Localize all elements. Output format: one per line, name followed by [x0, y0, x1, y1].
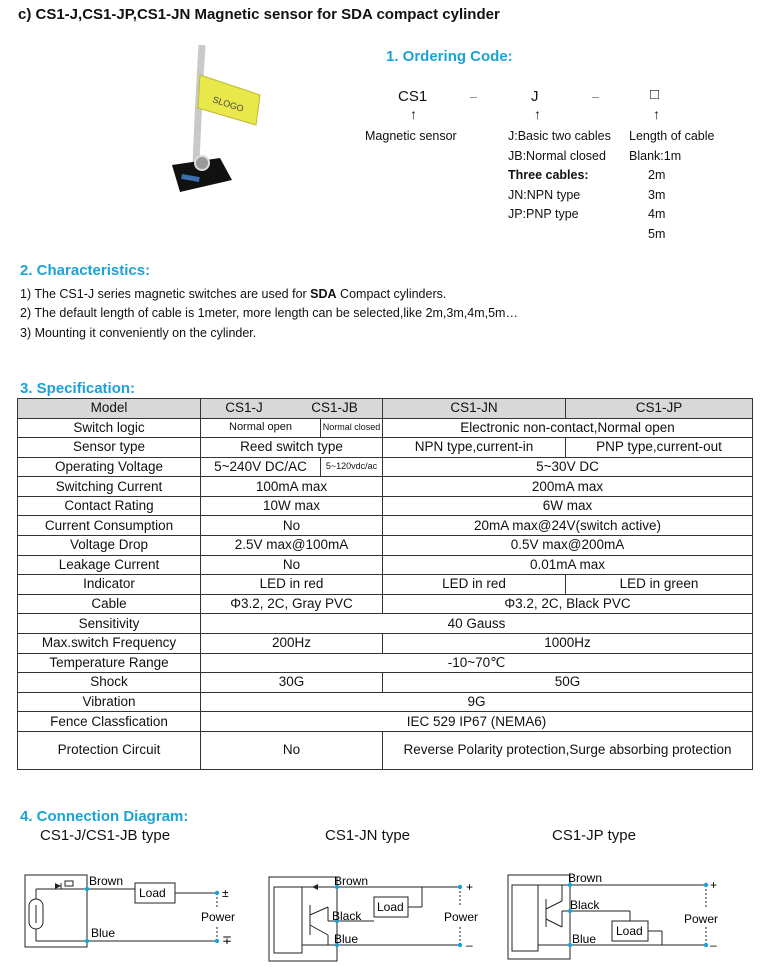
- cell: 20mA max@24V(switch active): [383, 516, 753, 536]
- power-label: Power: [444, 910, 479, 924]
- code-desc: Three cables:: [508, 168, 589, 182]
- cell: Current Consumption: [18, 516, 201, 536]
- cell: CS1-J CS1-JB: [201, 399, 383, 419]
- cell: Shock: [18, 673, 201, 693]
- code-desc: 5m: [648, 227, 666, 241]
- characteristic-line: 1) The CS1-J series magnetic switches are used for SDA Compact cylinders.: [20, 287, 447, 301]
- cell: Max.switch Frequency: [18, 633, 201, 653]
- cell: 0.01mA max: [383, 555, 753, 575]
- plus-label: +: [466, 880, 474, 894]
- table-row: [18, 653, 753, 673]
- code-j: J: [531, 88, 539, 105]
- cell: No: [201, 516, 383, 536]
- wire-blue-label: Blue: [572, 932, 597, 946]
- cell: Protection Circuit: [18, 732, 201, 770]
- cell: No: [201, 732, 383, 770]
- cell: Φ3.2, 2C, Gray PVC: [201, 594, 383, 614]
- characteristic-line: 3) Mounting it conveniently on the cylinder.: [20, 326, 257, 340]
- table-row: [18, 575, 753, 595]
- power-label: Power: [201, 910, 236, 924]
- load-label: Load: [377, 900, 404, 914]
- cell: Switching Current: [18, 477, 201, 497]
- dash: –: [592, 90, 599, 104]
- table-row: [18, 732, 753, 770]
- ordering-heading: 1. Ordering Code:: [386, 48, 513, 65]
- table-row: [18, 477, 753, 497]
- load-label: Load: [139, 886, 166, 900]
- wire-black-label: Black: [332, 909, 362, 923]
- minus-label: ∓: [222, 933, 233, 947]
- cell: IEC 529 IP67 (NEMA6): [201, 712, 753, 732]
- cell: Reverse Polarity protection,Surge absorbing protection: [383, 732, 753, 770]
- cell: Normal open: [201, 418, 321, 438]
- spec-table: [17, 398, 753, 770]
- cell: Fence Classfication: [18, 712, 201, 732]
- diagram-type-label: CS1-JN type: [325, 827, 411, 844]
- code-desc: 4m: [648, 207, 666, 221]
- code-length-box: □: [650, 86, 660, 103]
- code-desc: Length of cable: [629, 129, 715, 143]
- characteristics-heading: 2. Characteristics:: [20, 262, 151, 279]
- cell: NPN type,current-in: [383, 438, 566, 458]
- cell: 100mA max: [201, 477, 383, 497]
- cell: 6W max: [383, 496, 753, 516]
- characteristic-line: 2) The default length of cable is 1meter, more length can be selected,like 2m,3m,4m,5m…: [20, 306, 518, 320]
- diagram-cs1-j: [15, 865, 245, 965]
- cell: 200Hz: [201, 633, 383, 653]
- cell: Leakage Current: [18, 555, 201, 575]
- diagram-type-label: CS1-J/CS1-JB type: [40, 827, 171, 844]
- cell: LED in green: [566, 575, 753, 595]
- load-label: Load: [616, 924, 643, 938]
- table-row: [18, 673, 753, 693]
- cell: Vibration: [18, 692, 201, 712]
- cell: 40 Gauss: [201, 614, 753, 634]
- cell: Operating Voltage: [18, 457, 201, 477]
- cell: LED in red: [383, 575, 566, 595]
- table-row: [18, 438, 753, 458]
- cell: -10~70℃: [201, 653, 753, 673]
- cell: Cable: [18, 594, 201, 614]
- cell: Sensitivity: [18, 614, 201, 634]
- cell: 0.5V max@200mA: [383, 536, 753, 556]
- code-desc: J:Basic two cables: [508, 129, 611, 143]
- cell: 10W max: [201, 496, 383, 516]
- cell: Model: [18, 399, 201, 419]
- cell: 200mA max: [383, 477, 753, 497]
- cell: CS1-JN: [383, 399, 566, 419]
- up-arrow-icon: ↑: [410, 106, 417, 122]
- spec-heading: 3. Specification:: [20, 380, 136, 397]
- cell: CS1-JP: [566, 399, 753, 419]
- connection-heading: 4. Connection Diagram:: [20, 808, 189, 825]
- table-row: [18, 496, 753, 516]
- cell: Voltage Drop: [18, 536, 201, 556]
- cell: Indicator: [18, 575, 201, 595]
- minus-label: –: [466, 938, 473, 952]
- cell: Reed switch type: [201, 438, 383, 458]
- minus-label: –: [710, 938, 717, 952]
- wire-brown-label: Brown: [89, 874, 124, 888]
- cell: 5~30V DC: [383, 457, 753, 477]
- diagram-cs1-jn: [262, 865, 497, 965]
- table-row: [18, 692, 753, 712]
- table-row: [18, 614, 753, 634]
- code-desc: JP:PNP type: [508, 207, 579, 221]
- code-cs1: CS1: [398, 88, 428, 105]
- power-label: Power: [684, 912, 719, 926]
- wire-blue-label: Blue: [91, 926, 116, 940]
- cell: Switch logic: [18, 418, 201, 438]
- cell: Normal closed: [321, 418, 383, 438]
- cell: Φ3.2, 2C, Black PVC: [383, 594, 753, 614]
- sensor-photo: [160, 40, 280, 200]
- cell: LED in red: [201, 575, 383, 595]
- table-row: [18, 418, 753, 438]
- cell: 50G: [383, 673, 753, 693]
- diagram-type-label: CS1-JP type: [552, 827, 636, 844]
- table-row: [18, 555, 753, 575]
- svg-text:SLOGO: SLOGO: [211, 94, 245, 114]
- code-desc: 2m: [648, 168, 666, 182]
- code-desc: Magnetic sensor: [365, 129, 457, 143]
- cell: 9G: [201, 692, 753, 712]
- cell: No: [201, 555, 383, 575]
- plus-label: +: [710, 878, 718, 892]
- table-row: [18, 457, 753, 477]
- cell: 5~240V DC/AC: [201, 457, 321, 477]
- wire-brown-label: Brown: [568, 871, 603, 885]
- code-desc: JB:Normal closed: [508, 149, 606, 163]
- cell: 1000Hz: [383, 633, 753, 653]
- dash: –: [470, 90, 477, 104]
- table-row: [18, 594, 753, 614]
- plus-label: ±: [222, 886, 229, 900]
- code-desc: Blank:1m: [629, 149, 682, 163]
- cell: 5~120vdc/ac: [321, 457, 383, 477]
- cell: 2.5V max@100mA: [201, 536, 383, 556]
- wire-blue-label: Blue: [334, 932, 359, 946]
- table-row: [18, 516, 753, 536]
- table-row: [18, 399, 753, 419]
- page-title: c) CS1-J,CS1-JP,CS1-JN Magnetic sensor for SDA compact cylinder: [18, 6, 500, 23]
- cell: Sensor type: [18, 438, 201, 458]
- cell: Temperature Range: [18, 653, 201, 673]
- cell: Electronic non-contact,Normal open: [383, 418, 753, 438]
- code-desc: 3m: [648, 188, 666, 202]
- table-row: [18, 633, 753, 653]
- wire-black-label: Black: [570, 898, 600, 912]
- diagram-cs1-jp: [502, 865, 737, 965]
- up-arrow-icon: ↑: [653, 106, 660, 122]
- up-arrow-icon: ↑: [534, 106, 541, 122]
- code-desc: JN:NPN type: [508, 188, 581, 202]
- cell: PNP type,current-out: [566, 438, 753, 458]
- table-row: [18, 536, 753, 556]
- cell: Contact Rating: [18, 496, 201, 516]
- wire-brown-label: Brown: [334, 874, 369, 888]
- cell: 30G: [201, 673, 383, 693]
- table-row: [18, 712, 753, 732]
